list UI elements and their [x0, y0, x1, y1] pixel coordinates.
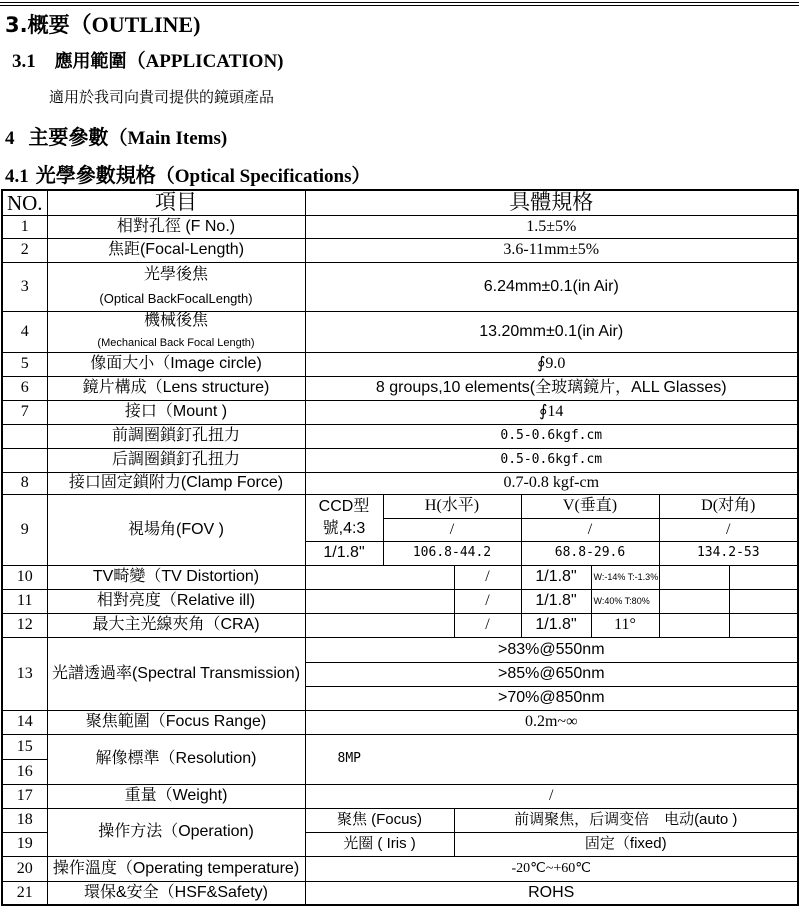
- table-row: [2, 637, 798, 662]
- table-cell: ROHS: [305, 881, 798, 905]
- table-cell: 2: [2, 238, 47, 262]
- table-row: [2, 856, 798, 881]
- table-cell: 光學後焦 (Optical BackFocalLength): [47, 262, 305, 311]
- table-header: [2, 190, 798, 215]
- table-cell: 前調圈鎖釘孔扭力: [47, 424, 305, 448]
- table-cell: 聚焦範圍（Focus Range): [47, 710, 305, 734]
- table-cell: TV畸變（TV Distortion): [47, 565, 305, 589]
- table-row: [2, 376, 798, 400]
- table-cell: 7: [2, 400, 47, 424]
- table-cell: 視場角(FOV ): [47, 494, 305, 565]
- table-cell: 前调聚焦，后调变倍 电动(auto ): [454, 808, 798, 832]
- table-cell: 0.5-0.6kgf.cm: [305, 424, 798, 448]
- table-cell: 12: [2, 613, 47, 637]
- table-cell: 鏡片構成（Lens structure): [47, 376, 305, 400]
- table-row: [2, 311, 798, 352]
- table-row: [2, 262, 798, 311]
- table-cell: [729, 613, 798, 637]
- table-cell: 21: [2, 881, 47, 905]
- table-cell: 1/1.8": [521, 565, 591, 589]
- table-cell: 重量（Weight): [47, 784, 305, 808]
- table-cell: -20℃~+60℃: [305, 856, 798, 881]
- table-row: [2, 472, 798, 494]
- table-cell: 17: [2, 784, 47, 808]
- table-cell: 環保&安全（HSF&Safety): [47, 881, 305, 905]
- table-row: [2, 710, 798, 734]
- table-row: [2, 784, 798, 808]
- table-cell: ∮9.0: [305, 352, 798, 376]
- table-cell: 3.6-11mm±5%: [305, 238, 798, 262]
- table-cell: 11: [2, 589, 47, 613]
- table-cell: 8 groups,10 elements(全玻璃鏡片，ALL Glasses): [305, 376, 798, 400]
- table-row: [2, 881, 798, 905]
- table-cell: /: [521, 518, 659, 541]
- heading-main-items: 4 主要參數（Main Items): [5, 125, 228, 149]
- header-item: 項目: [47, 190, 305, 215]
- table-cell: 聚焦 (Focus): [305, 808, 454, 832]
- table-cell: [729, 565, 798, 589]
- table-row: [2, 215, 798, 238]
- table-cell: 134.2-53: [659, 541, 798, 565]
- table-cell: D(对角): [659, 494, 798, 518]
- table-cell: 機械後焦 (Mechanical Back Focal Length): [47, 311, 305, 352]
- table-cell: 固定（fixed): [454, 832, 798, 856]
- table-cell: /: [454, 589, 521, 613]
- table-cell: 6.24mm±0.1(in Air): [305, 262, 798, 311]
- heading-optical-specs: 4.1 光學參數規格（Optical Specifications）: [5, 163, 371, 187]
- table-cell: 3: [2, 262, 47, 311]
- table-cell: W:-14% T:-1.3%: [591, 565, 659, 589]
- table-cell: 0.2m~∞: [305, 710, 798, 734]
- table-row: [2, 448, 798, 472]
- table-cell: /: [454, 613, 521, 637]
- table-cell: 5: [2, 352, 47, 376]
- optical-spec-table: [1, 189, 799, 906]
- table-cell: 最大主光線夾角（CRA): [47, 613, 305, 637]
- table-cell: 13.20mm±0.1(in Air): [305, 311, 798, 352]
- table-cell: [305, 565, 454, 589]
- table-cell: 16: [2, 759, 47, 784]
- table-cell: 后調圈鎖釘孔扭力: [47, 448, 305, 472]
- header-no: NO.: [2, 190, 47, 215]
- table-row: [2, 565, 798, 589]
- table-cell: >83%@550nm: [305, 637, 798, 662]
- table-cell: 1: [2, 215, 47, 238]
- table-row: [2, 238, 798, 262]
- table-cell: /: [659, 518, 798, 541]
- table-cell: 解像標準（Resolution): [47, 734, 305, 784]
- table-cell: 8: [2, 472, 47, 494]
- heading-outline: 3.概要（OUTLINE): [5, 12, 201, 37]
- table-cell: 相對亮度（Relative ill): [47, 589, 305, 613]
- table-cell: 6: [2, 376, 47, 400]
- table-cell: 光圈 ( Iris ): [305, 832, 454, 856]
- table-cell: [729, 589, 798, 613]
- table-cell: 0.7-0.8 kgf-cm: [305, 472, 798, 494]
- table-cell: 操作溫度（Operating temperature): [47, 856, 305, 881]
- application-text: 適用於我司向貴司提供的鏡頭產品: [49, 88, 275, 106]
- table-row: [2, 589, 798, 613]
- table-cell: /: [305, 784, 798, 808]
- table-cell: 14: [2, 710, 47, 734]
- heading-application: 3.1 應用範圍（APPLICATION): [12, 51, 284, 72]
- table-cell: 10: [2, 565, 47, 589]
- table-cell: 接口固定鎖附力(Clamp Force): [47, 472, 305, 494]
- table-cell: V(垂直): [521, 494, 659, 518]
- table-cell: 4: [2, 311, 47, 352]
- table-row: [2, 613, 798, 637]
- table-cell: 1.5±5%: [305, 215, 798, 238]
- table-cell: 18: [2, 808, 47, 832]
- table-cell: H(水平): [383, 494, 521, 518]
- table-row: [2, 352, 798, 376]
- table-cell: [2, 424, 47, 448]
- table-cell: 1/1.8": [521, 613, 591, 637]
- table-cell: 13: [2, 637, 47, 710]
- table-cell: W:40% T:80%: [591, 589, 659, 613]
- table-cell: 0.5-0.6kgf.cm: [305, 448, 798, 472]
- table-cell: 20: [2, 856, 47, 881]
- header-spec: 具體規格: [305, 190, 798, 215]
- table-cell: [659, 589, 729, 613]
- table-cell: [2, 448, 47, 472]
- table-cell: 焦距(Focal-Length): [47, 238, 305, 262]
- table-row: [2, 400, 798, 424]
- table-cell: 1/1.8": [305, 541, 383, 565]
- table-cell: [305, 589, 454, 613]
- table-cell: /: [454, 565, 521, 589]
- table-cell: 相對孔徑 (F No.): [47, 215, 305, 238]
- table-cell: >70%@850nm: [305, 686, 798, 710]
- table-cell: /: [383, 518, 521, 541]
- top-rule-2: [0, 5, 799, 6]
- table-cell: 像面大小（Image circle): [47, 352, 305, 376]
- table-cell: 68.8-29.6: [521, 541, 659, 565]
- table-row: [2, 808, 798, 832]
- table-cell: 8MP: [305, 734, 798, 784]
- table-cell: 19: [2, 832, 47, 856]
- table-cell: 11°: [591, 613, 659, 637]
- table-cell: 接口（Mount ): [47, 400, 305, 424]
- table-row: [2, 734, 798, 759]
- table-cell: [659, 565, 729, 589]
- table-cell: 操作方法（Operation): [47, 808, 305, 856]
- table-cell: 光譜透過率(Spectral Transmission): [47, 637, 305, 710]
- table-cell: CCD型號,4:3: [305, 494, 383, 541]
- table-cell: ∮14: [305, 400, 798, 424]
- table-cell: 9: [2, 494, 47, 565]
- table-cell: 15: [2, 734, 47, 759]
- table-row-fov: [2, 494, 798, 518]
- table-cell: [305, 613, 454, 637]
- table-cell: >85%@650nm: [305, 662, 798, 686]
- top-rule: [0, 2, 799, 3]
- table-cell: 1/1.8": [521, 589, 591, 613]
- table-row: [2, 424, 798, 448]
- table-cell: 106.8-44.2: [383, 541, 521, 565]
- table-cell: [659, 613, 729, 637]
